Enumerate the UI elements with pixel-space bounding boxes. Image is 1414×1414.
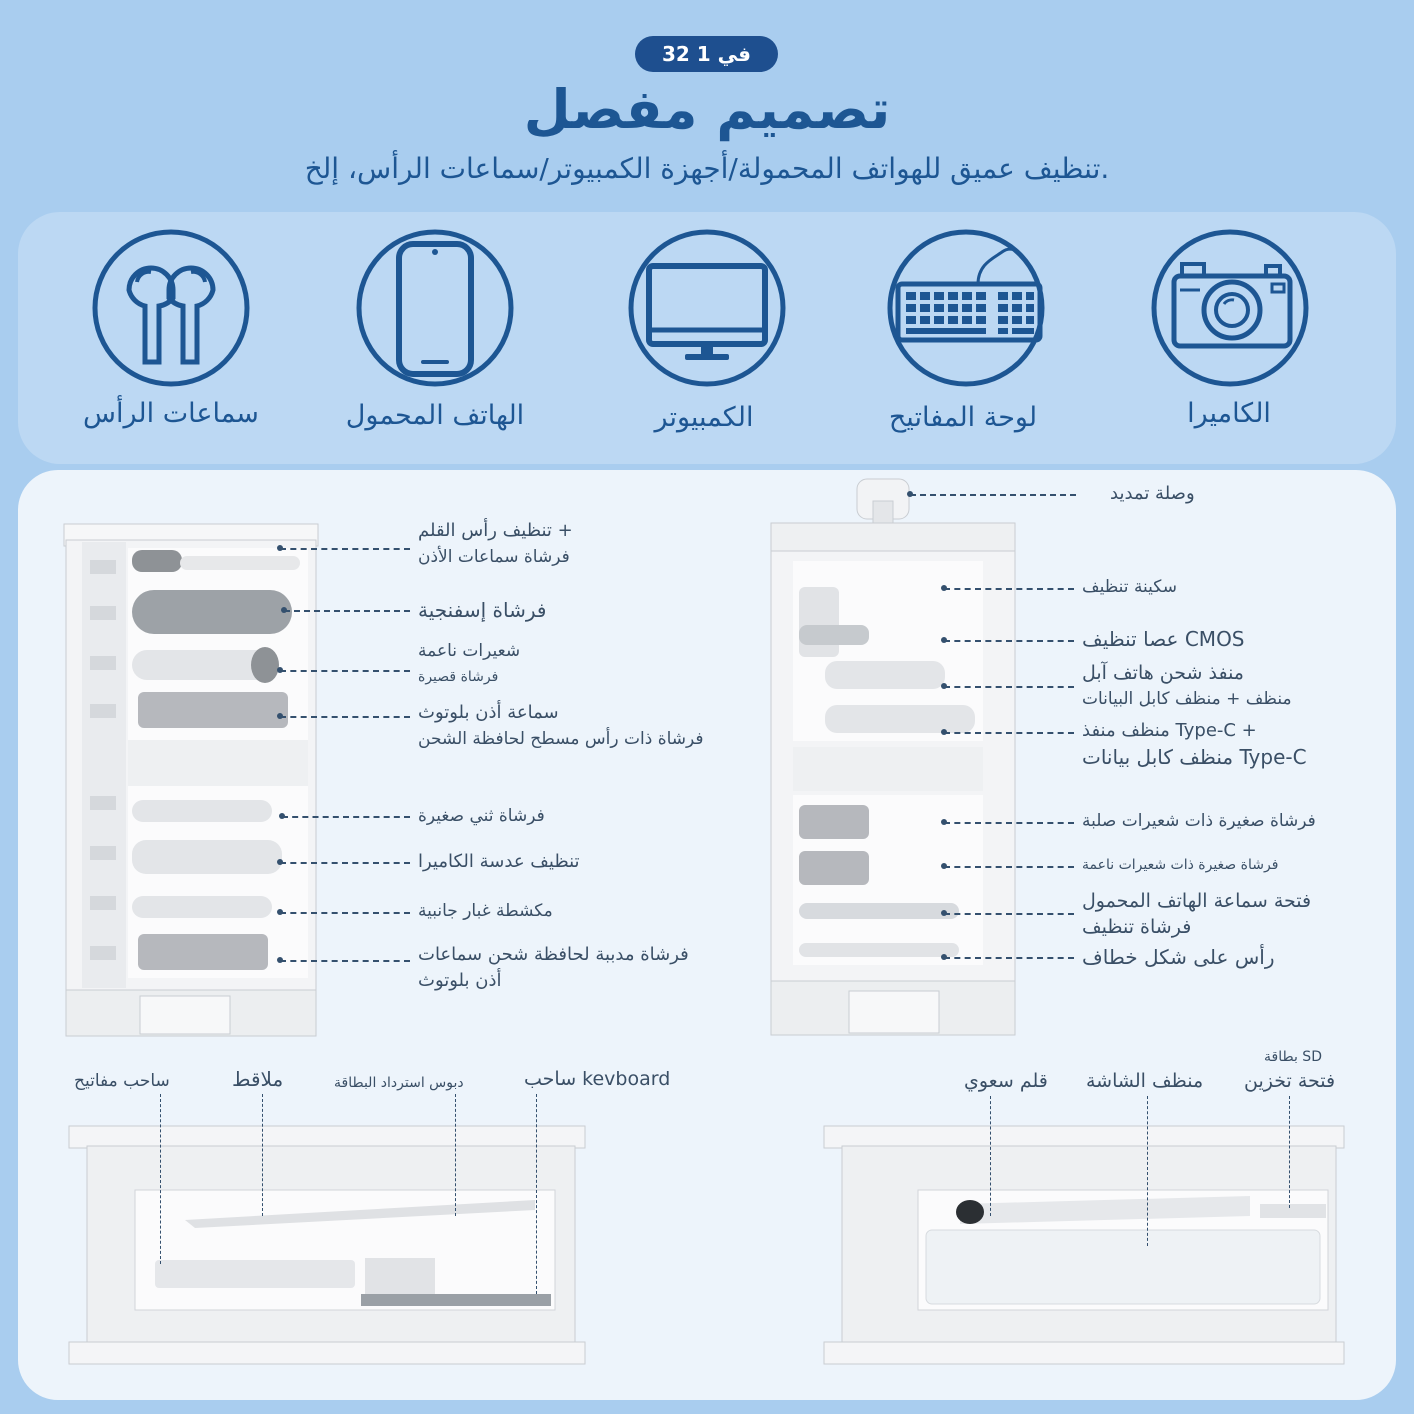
label-screen-cleaner: منظف الشاشة [1086, 1070, 1204, 1092]
label-capacitive-pen: قلم سعوي [964, 1070, 1048, 1092]
count-badge: 32 في 1 [635, 36, 778, 72]
callout-hook-head: رأس على شكل خطاف [1082, 945, 1275, 969]
callout-dot [941, 729, 947, 735]
label-storage-slot: فتحة تخزين [1244, 1070, 1336, 1092]
device-earbuds [91, 228, 251, 392]
callout-extension-connector: وصلة تمديد [1110, 483, 1195, 504]
callout-dot [941, 585, 947, 591]
earbuds-icon [91, 228, 251, 388]
callout-pointed-brush: فرشاة مدببة لحافظة شحن سماعات أذن بلوتوث [418, 944, 689, 991]
callout-leader [944, 957, 1074, 959]
right-organizer-illustration [765, 475, 1025, 1040]
callout-type-c-cleaner: منظف منفذ Type-C + منظف كابل بيانات Type-C [1082, 720, 1307, 769]
callout-leader [280, 862, 410, 864]
label-sim-pin: دبوس استرداد البطاقة [334, 1075, 464, 1091]
callout-dot [907, 491, 913, 497]
callout-dot [277, 713, 283, 719]
callout-leader [1289, 1096, 1290, 1208]
callout-dot [941, 683, 947, 689]
callout-leader [262, 1094, 263, 1216]
callout-leader [990, 1096, 991, 1216]
callout-dot [941, 910, 947, 916]
callout-dot [281, 607, 287, 613]
callout-flat-head-brush: سماعة أذن بلوتوث فرشاة ذات رأس مسطح لحافظة الشحن [418, 702, 704, 749]
callout-leader [944, 913, 1074, 915]
callout-dot [277, 545, 283, 551]
callout-cleaning-knife: سكينة تنظيف [1082, 577, 1177, 597]
callout-dot [277, 667, 283, 673]
callout-leader [280, 670, 410, 672]
callout-leader [944, 866, 1074, 868]
page-subtitle: تنظيف عميق للهواتف المحمولة/أجهزة الكمبيوتر/سماعات الرأس، إلخ. [304, 152, 1110, 185]
callout-dot [941, 819, 947, 825]
callout-dot [277, 859, 283, 865]
callout-hard-bristle-brush: فرشاة صغيرة ذات شعيرات صلبة [1082, 811, 1316, 831]
keyboard-icon [886, 228, 1046, 388]
callout-side-dust-scraper: مكشطة غبار جانبية [418, 901, 553, 921]
callout-leader [944, 686, 1074, 688]
page-title: تصميم مفصل [523, 78, 891, 141]
camera-icon [1150, 228, 1310, 388]
device-label-computer: الكمبيوتر [654, 402, 754, 433]
device-camera [1150, 228, 1310, 392]
smartphone-icon [355, 228, 515, 388]
device-keyboard [886, 228, 1046, 392]
callout-cmos-stick: عصا تنظيف CMOS [1082, 627, 1245, 651]
callout-leader [284, 610, 410, 612]
callout-leader [910, 494, 1076, 496]
callout-leader [944, 732, 1074, 734]
device-label-earbuds: سماعات الرأس [83, 398, 259, 429]
callout-dot [941, 954, 947, 960]
callout-leader [280, 716, 410, 718]
callout-sponge-brush: فرشاة إسفنجية [418, 598, 547, 622]
callout-dot [941, 637, 947, 643]
callout-leader [536, 1094, 537, 1294]
callout-leader [455, 1094, 456, 1216]
callout-apple-port-cleaner: منفذ شحن هاتف آبل منظف + منظف كابل البيانات [1082, 662, 1292, 709]
callout-soft-bristle-short-brush: شعيرات ناعمة فرشاة قصيرة [418, 641, 521, 685]
callout-leader [280, 912, 410, 914]
callout-leader [280, 960, 410, 962]
device-smartphone [355, 228, 515, 392]
callout-leader [280, 548, 410, 550]
label-keyboard-puller: ساحب kevboard [524, 1068, 671, 1090]
callout-leader [1147, 1096, 1148, 1246]
callout-small-bend-brush: فرشاة ثني صغيرة [418, 806, 545, 826]
callout-dot [279, 813, 285, 819]
callout-pen-tip-cleaner: تنظيف رأس القلم + فرشاة سماعات الأذن [418, 520, 573, 567]
monitor-icon [627, 228, 787, 388]
device-computer [627, 228, 787, 392]
callout-soft-bristle-brush: فرشاة صغيرة ذات شعيرات ناعمة [1082, 857, 1279, 873]
callout-camera-lens-cleaner: تنظيف عدسة الكاميرا [418, 851, 580, 872]
label-sd-card: بطاقة SD [1264, 1049, 1322, 1065]
label-tweezers: ملاقط [232, 1067, 284, 1091]
label-key-puller: ساحب مفاتيح [74, 1071, 170, 1091]
bottom-right-tray-illustration [820, 1120, 1350, 1370]
device-label-camera: الكاميرا [1187, 398, 1271, 429]
callout-leader [944, 640, 1074, 642]
callout-dot [941, 863, 947, 869]
bottom-left-tray-illustration [65, 1120, 590, 1370]
callout-leader [282, 816, 410, 818]
device-label-keyboard: لوحة المفاتيح [888, 402, 1038, 433]
callout-leader [944, 588, 1074, 590]
callout-dot [277, 909, 283, 915]
left-organizer-illustration [60, 520, 325, 1040]
callout-leader [944, 822, 1074, 824]
device-label-smartphone: الهاتف المحمول [345, 400, 525, 431]
callout-earpiece-brush: فتحة سماعة الهاتف المحمول فرشاة تنظيف [1082, 890, 1312, 938]
callout-leader [160, 1094, 161, 1264]
callout-dot [277, 957, 283, 963]
